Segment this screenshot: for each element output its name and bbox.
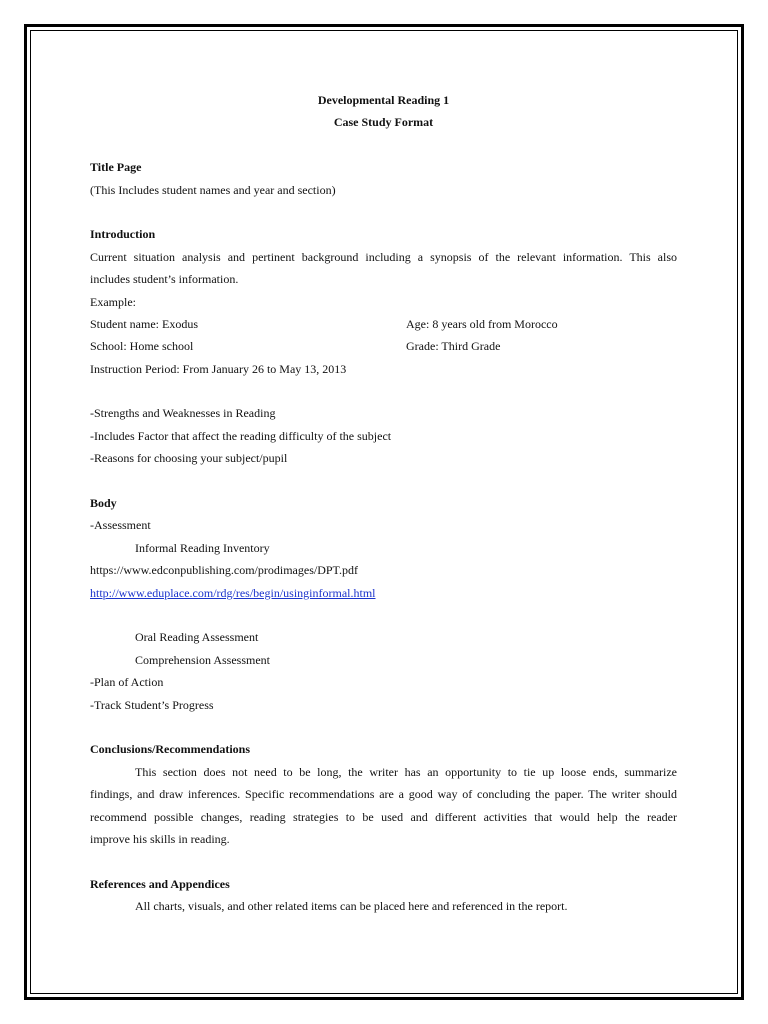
references-heading: References and Appendices — [90, 876, 230, 891]
informal-reading-inventory: Informal Reading Inventory — [135, 540, 270, 555]
document-subtitle: Case Study Format — [333, 115, 434, 130]
plan-of-action: -Plan of Action — [90, 675, 164, 690]
example-label: Example: — [90, 294, 136, 309]
body-heading: Body — [90, 496, 117, 511]
title-page-text: (This Includes student names and year and section) — [90, 182, 336, 197]
conclusions-heading: Conclusions/Recommendations — [90, 742, 251, 757]
document-page — [90, 89, 677, 917]
document-title: Developmental Reading 1 — [317, 93, 450, 107]
conclusions-line: improve his skills in reading. — [90, 831, 230, 846]
introduction-item: -Reasons for choosing your subject/pupil — [90, 451, 288, 466]
introduction-item: -Includes Factor that affect the reading difficulty of the subject — [90, 428, 392, 443]
url-edconpublishing: https://www.edconpublishing.com/prodimages/DPT.pdf — [90, 563, 358, 578]
student-age: Age: 8 years old from Morocco — [406, 316, 558, 331]
comprehension-assessment: Comprehension Assessment — [135, 652, 270, 667]
oral-reading-assessment: Oral Reading Assessment — [135, 630, 259, 645]
conclusions-line: findings, and draw inferences. Specific recommendations are a good way of concluding the paper. The writer should — [90, 787, 677, 802]
introduction-para-line: Current situation analysis and pertinent background including a synopsis of the relevant information. This also — [90, 249, 677, 264]
title-page-heading: Title Page — [90, 160, 142, 175]
instruction-period: Instruction Period: From January 26 to May 13, 2013 — [90, 361, 347, 376]
track-progress: -Track Student’s Progress — [90, 697, 214, 712]
introduction-item: -Strengths and Weaknesses in Reading — [90, 406, 276, 421]
assessment-item: -Assessment — [90, 518, 151, 533]
conclusions-line: This section does not need to be long, the writer has an opportunity to tie up loose ends, summarize — [135, 764, 677, 779]
link-eduplace[interactable]: http://www.eduplace.com/rdg/res/begin/usinginformal.html — [90, 585, 376, 600]
introduction-para-line: includes student’s information. — [90, 272, 239, 287]
student-grade: Grade: Third Grade — [406, 339, 501, 354]
introduction-heading: Introduction — [90, 227, 156, 242]
references-text: All charts, visuals, and other related items can be placed here and referenced in the report. — [135, 899, 568, 914]
student-name: Student name: Exodus — [90, 316, 198, 331]
conclusions-line: recommend possible changes, reading strategies to be used and different activities that would help the reader — [90, 809, 677, 824]
student-school: School: Home school — [90, 339, 194, 354]
